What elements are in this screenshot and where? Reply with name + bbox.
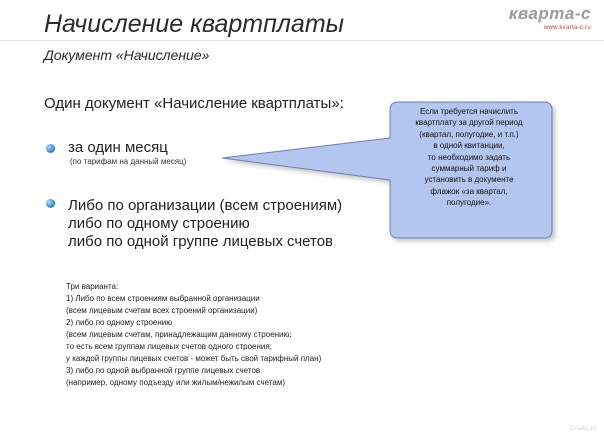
variants-line: Три варианта: — [66, 282, 119, 291]
variants-line: (например, одному подъезду или жилым/нежилым счетам) — [66, 378, 285, 387]
callout-line: полугодие». — [446, 198, 492, 208]
scope-line: либо по одной группе лицевых счетов — [68, 233, 334, 250]
callout-line: квартплату за другой период — [415, 118, 523, 128]
variants-line: 1) Либо по всем строениям выбранной организации — [66, 294, 260, 303]
variants-list — [66, 281, 321, 389]
callout-note — [388, 106, 550, 209]
callout-line: Если требуется начислить — [419, 107, 518, 116]
callout-line: флажок «за квартал, — [430, 186, 508, 196]
variants-line: 2) либо по одному строению — [66, 318, 173, 327]
callout-line: в одной квитанции, — [433, 141, 505, 151]
callout-line: суммарный тариф и — [431, 164, 507, 174]
lead-text: Один документ «Начисление квартплаты»: — [44, 95, 344, 112]
variants-line: (всем лицевым счетам, принадлежащим данному строению; — [66, 330, 292, 339]
variants-line: то есть всем группам лицевых счетов одного строения; — [66, 342, 272, 351]
slide-number: Слайд 10 — [570, 426, 597, 432]
variants-line: у каждой группы лицевых счетов - может быть свой тарифный план) — [66, 354, 322, 363]
scope-line: Либо по организации (всем строениям) — [68, 197, 343, 214]
callout-line: то необходимо задать — [427, 152, 511, 162]
logo-name: кварта-с — [508, 4, 591, 23]
variants-line: 3) либо по одной выбранной группе лицевых счетов — [66, 366, 261, 375]
callout-line: (квартал, полугодие, и т.п.) — [419, 129, 519, 139]
slide-title: Начисление квартплаты — [44, 10, 345, 38]
logo-tagline: www.kvarta-c.ru — [543, 25, 591, 31]
callout-line: установить в документе — [424, 175, 514, 185]
variants-line: (всем лицевым счетам всех строений организации) — [66, 306, 258, 315]
slide-subtitle: Документ «Начисление» — [44, 47, 210, 63]
bullet-item-month: за один месяц — [68, 139, 168, 156]
bullet-item-month-note: (по тарифам на данный месяц) — [70, 157, 187, 166]
scope-line: либо по одному строению — [68, 215, 250, 232]
